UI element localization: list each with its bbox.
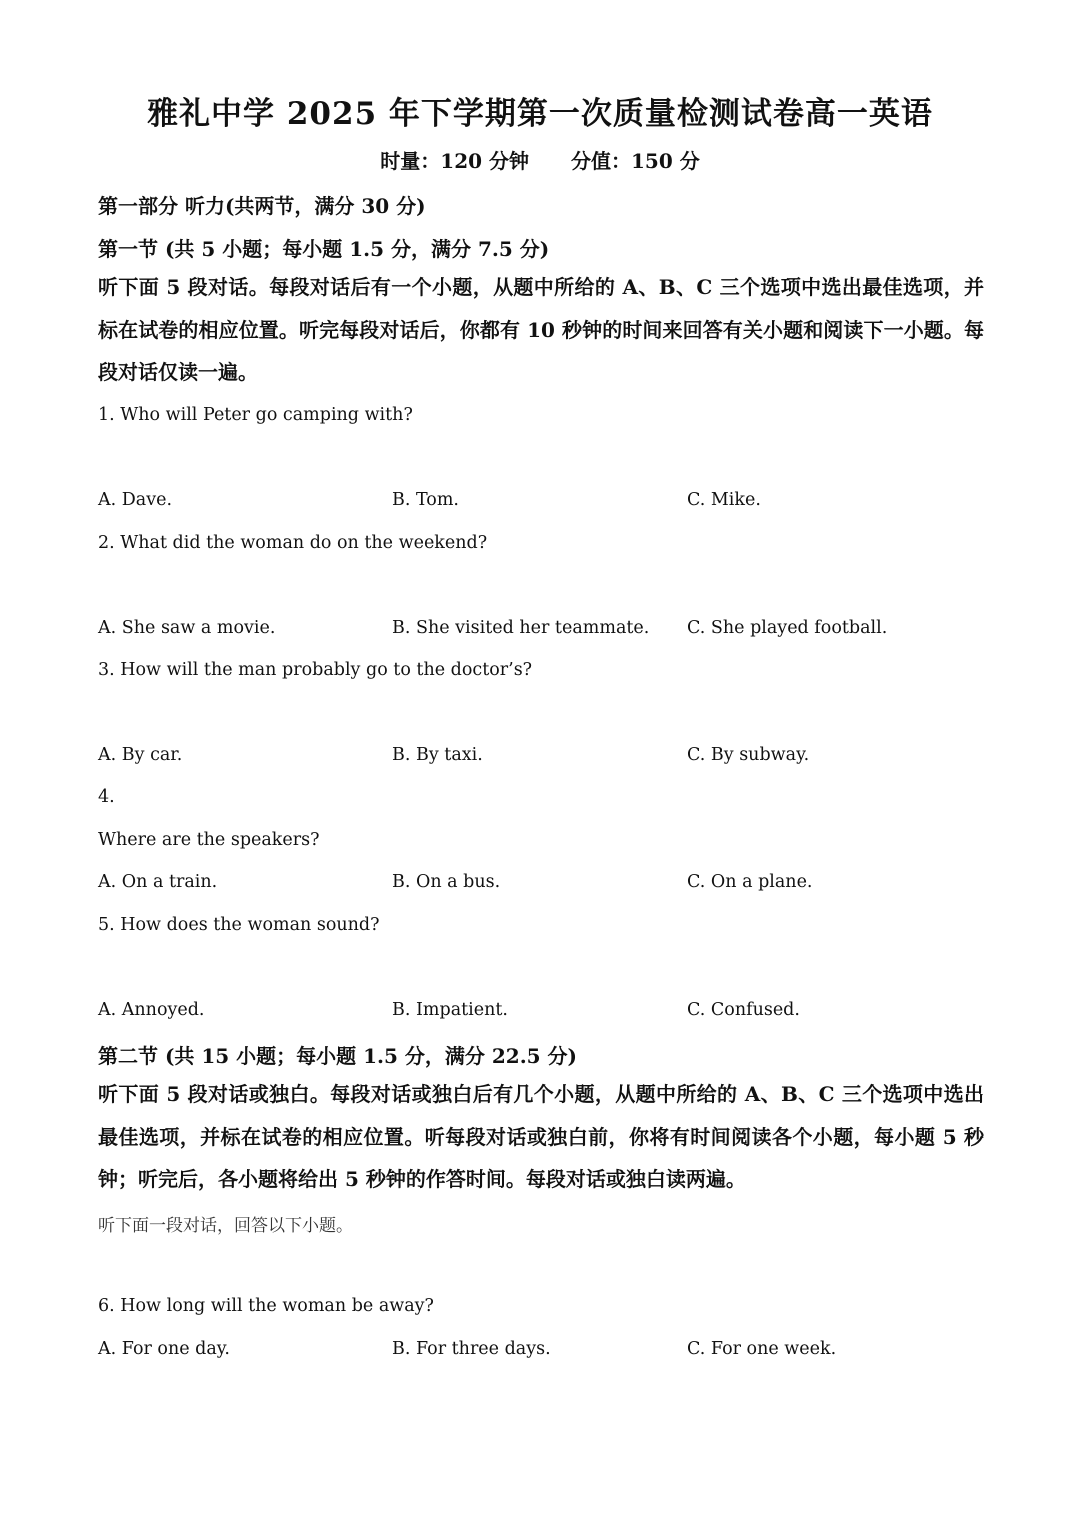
question-2-option-b: B. She visited her teammate. [392, 618, 650, 638]
question-6-option-a: A. For one day. [98, 1339, 230, 1359]
question-2-option-c: C. She played football. [687, 618, 888, 638]
question-3-option-a: A. By car. [98, 745, 183, 765]
question-1-option-a: A. Dave. [98, 490, 173, 510]
question-3-option-c: C. By subway. [687, 745, 810, 765]
question-5-option-a: A. Annoyed. [98, 1000, 205, 1020]
question-4-option-a: A. On a train. [98, 872, 218, 892]
question-2-option-a: A. She saw a movie. [98, 618, 276, 638]
question-1-option-c: C. Mike. [687, 490, 761, 510]
question-4-number: 4. [98, 787, 115, 807]
question-1-stem: 1. Who will Peter go camping with? [98, 405, 413, 425]
question-5-option-c: C. Confused. [687, 1000, 800, 1020]
section1-heading: 第一节 (共 5 小题；每小题 1.5 分，满分 7.5 分) [98, 237, 550, 261]
exam-meta [0, 145, 1080, 174]
exam-score: 分值：150 分 [571, 149, 700, 173]
section2-heading: 第二节 (共 15 小题；每小题 1.5 分，满分 22.5 分) [98, 1044, 578, 1068]
question-2-stem: 2. What did the woman do on the weekend? [98, 533, 488, 553]
question-4-option-b: B. On a bus. [392, 872, 501, 892]
question-4-stem: Where are the speakers? [98, 830, 320, 850]
question-6-option-c: C. For one week. [687, 1339, 837, 1359]
question-3-option-b: B. By taxi. [392, 745, 483, 765]
question-1-option-b: B. Tom. [392, 490, 459, 510]
section2-instructions: 听下面 5 段对话或独白。每段对话或独白后有几个小题，从题中所给的 A、B、C 三个选项中选出最佳选项，并标在试卷的相应位置。听每段对话或独白前，你将有时间阅读各个小题，每小题 5 秒钟；听完后，各小题将给出 5 秒钟的作答时间。每段对话或独白读两遍。 [98, 1082, 984, 1191]
section2-sub-instruction: 听下面一段对话，回答以下小题。 [98, 1216, 353, 1236]
question-5-stem: 5. How does the woman sound? [98, 915, 380, 935]
exam-title: 雅礼中学 2025 年下学期第一次质量检测试卷高一英语 [147, 96, 933, 132]
question-4-option-c: C. On a plane. [687, 872, 813, 892]
question-6-stem: 6. How long will the woman be away? [98, 1296, 434, 1316]
part1-heading: 第一部分 听力(共两节，满分 30 分) [98, 194, 426, 218]
exam-time: 时量：120 分钟 [380, 149, 529, 173]
section1-instructions: 听下面 5 段对话。每段对话后有一个小题，从题中所给的 A、B、C 三个选项中选出最佳选项，并标在试卷的相应位置。听完每段对话后，你都有 10 秒钟的时间来回答有关小题和阅读下一小题。每段对话仅读一遍。 [98, 275, 984, 384]
question-3-stem: 3. How will the man probably go to the doctor’s? [98, 660, 533, 680]
question-6-option-b: B. For three days. [392, 1339, 551, 1359]
question-5-option-b: B. Impatient. [392, 1000, 508, 1020]
